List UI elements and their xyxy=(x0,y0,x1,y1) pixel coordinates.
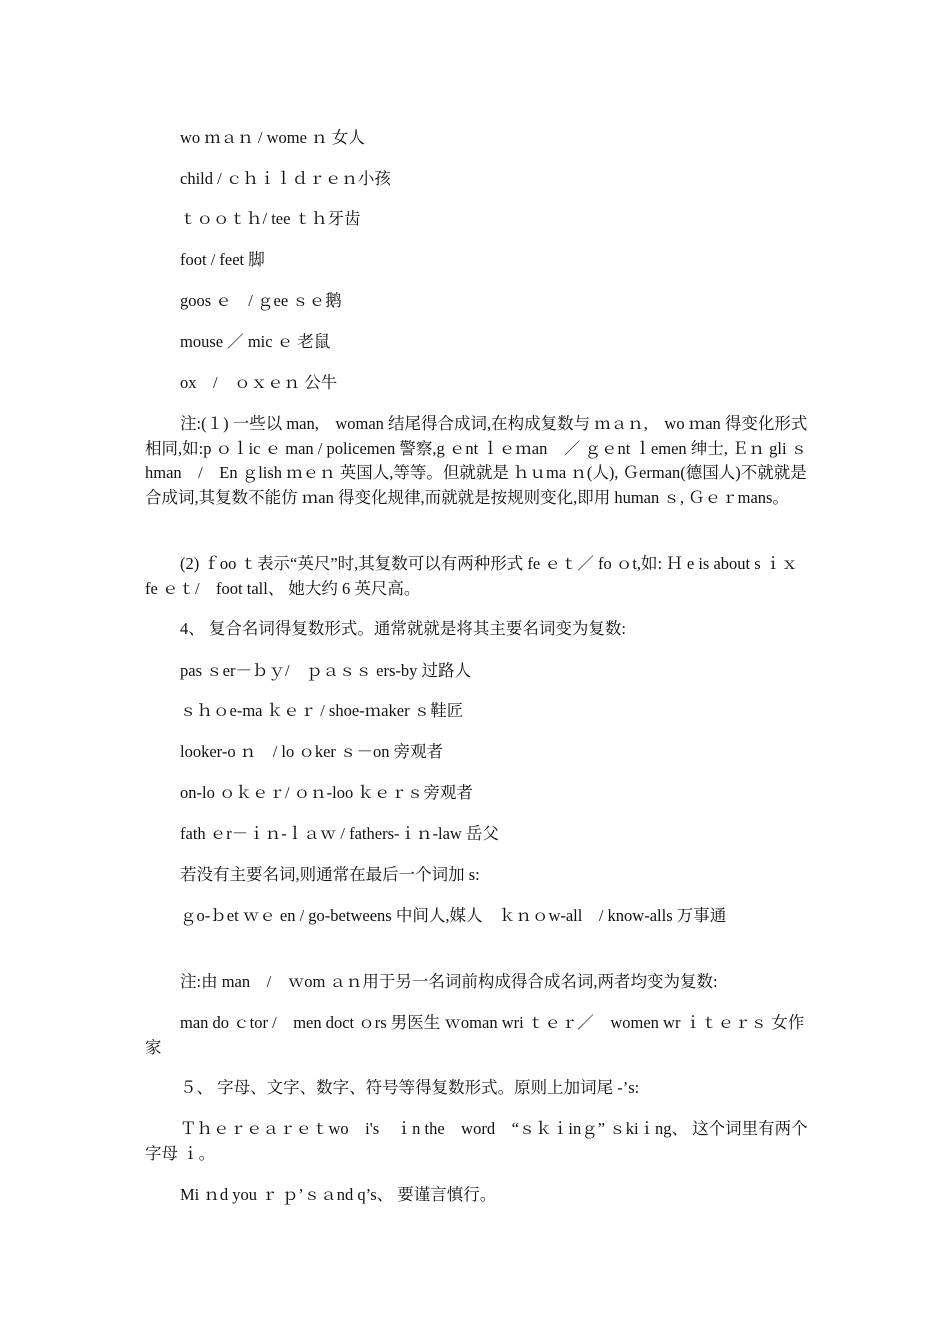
text-line: mouse ／ mic ｅ 老鼠 xyxy=(180,332,331,351)
text-line: child / ｃｈｉｌｄｒｅｎ小孩 xyxy=(180,169,391,188)
text-line: ｔｏｏｔｈ/ tee ｔｈ牙齿 xyxy=(180,209,361,228)
text-line: ox / ｏｘｅｎ 公牛 xyxy=(180,373,338,392)
text-line: foot / feet 脚 xyxy=(180,250,265,269)
note-paragraph: (2) ｆoo ｔ表示“英尺”时,其复数可以有两种形式 fe ｅｔ／ fo ｏt,如: Ｈ e is about s ｉｘ fe ｅｔ/ foot tall、 她大约 6 英尺高。 xyxy=(145,554,815,598)
text-line: Mi ｎd you ｒ ｐ’ｓａnd q’s、 要谨言慎行。 xyxy=(180,1185,497,1204)
text-line: fath ｅr－ｉｎ-ｌａｗ / fathers-ｉｎ-law 岳父 xyxy=(180,824,499,843)
text-line: ｓｈｏe-ma ｋｅｒ / shoe-ｍaker ｓ鞋匠 xyxy=(180,701,464,720)
text-line: wo ｍａｎ / wome ｎ 女人 xyxy=(180,128,365,147)
note-line: 注:由 man / ｗom ａｎ用于另一名词前构成得合成名词,两者均变为复数: xyxy=(180,972,718,991)
section-heading: ５、 字母、文字、数字、符号等得复数形式。原则上加词尾 -’s: xyxy=(180,1078,640,1097)
text-line: 若没有主要名词,则通常在最后一个词加 s: xyxy=(180,865,480,884)
text-paragraph: Ｔｈｅｒｅａｒｅｔwo i's ｉn the word “ｓｋｉinｇ” ｓkiｉng、 这个词里有两个字母 ｉ。 xyxy=(145,1119,808,1163)
text-line: goos ｅ / ｇee ｓｅ鹅 xyxy=(180,291,342,310)
text-line: pas ｓer－ｂｙ/ ｐａｓｓ ers-by 过路人 xyxy=(180,661,472,680)
note-paragraph: 注:(１) 一些以 man, woman 结尾得合成词,在构成复数与 ｍａｎ, wo ｍan 得变化形式相同,如:p ｏｌic ｅ man / policemen 警察,g ｅnt ｌｅｍan ／ ｇｅnt ｌemen 绅士, Ｅｎ gli ｓhman / En ｇlish ｍｅｎ 英国人,等等。但就就是 ｈｕma ｎ(人), Ｇerman(德国人)不就就是合成词,其复数不能仿 ｍan 得变化规律,而就就是按规则变化,即用 human ｓ, Ｇｅｒmans。 xyxy=(145,414,808,507)
text-line: on-lo ｏｋｅｒ/ ｏｎ-loo ｋｅｒｓ旁观者 xyxy=(180,783,473,802)
text-paragraph: ｇo-ｂet ｗｅ en / go-betweens 中间人,媒人 ｋｎｏw-all / know-alls 万事通 xyxy=(180,906,727,925)
section-heading: 4、 复合名词得复数形式。通常就就是将其主要名词变为复数: xyxy=(180,619,626,638)
text-line: looker-o ｎ / lo ｏker ｓ－on 旁观者 xyxy=(180,742,444,761)
text-paragraph: man do ｃtor / men doct ｏrs 男医生 ｗoman wri ｔｅｒ／ women wr ｉｔｅｒｓ 女作家 xyxy=(145,1013,805,1057)
